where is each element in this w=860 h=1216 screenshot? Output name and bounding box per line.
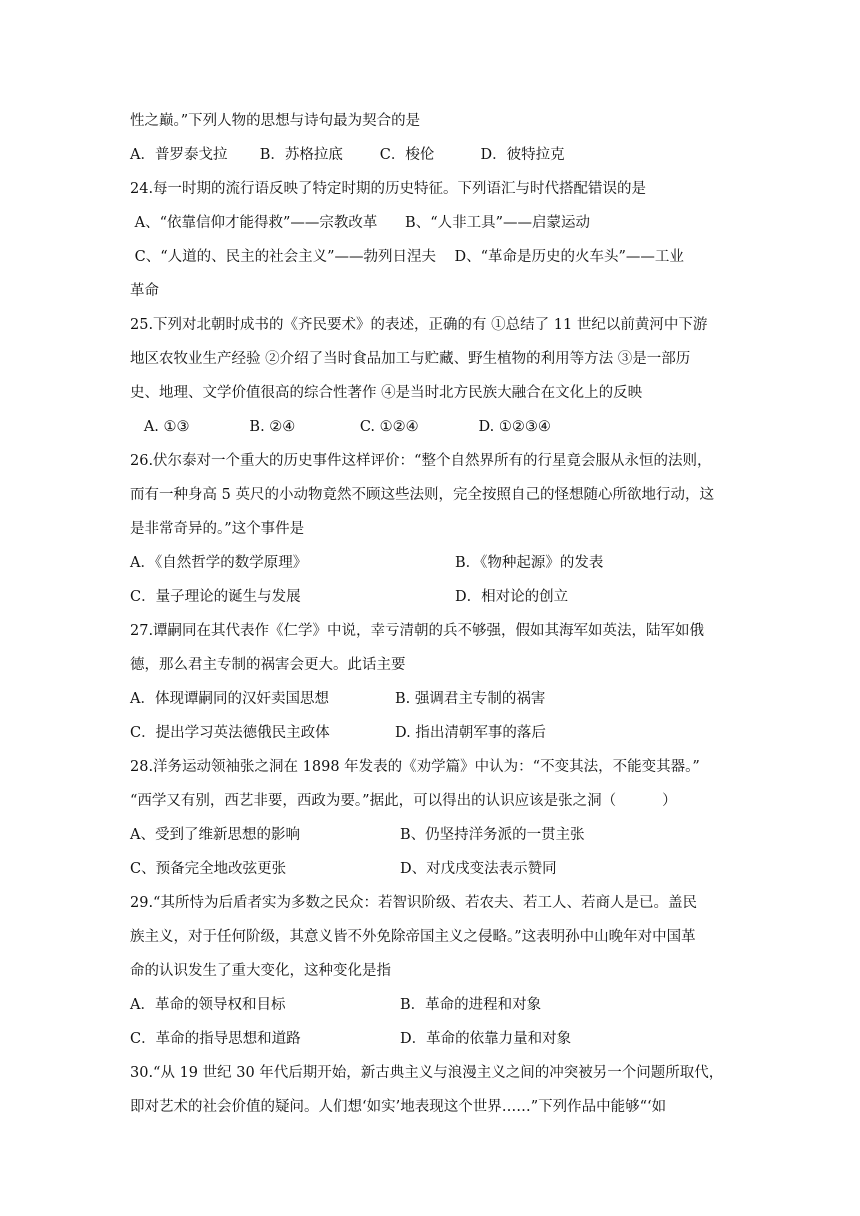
text-line: 性之巅。”下列人物的思想与诗句最为契合的是 [130,113,421,129]
text-line: 地区农牧业生产经验 ②介绍了当时食品加工与贮藏、野生植物的利用等方法 ③是一部历 [130,351,691,367]
option-b: B. 强调君主专制的祸害 [395,691,546,707]
text-line: 即对艺术的社会价值的疑问。人们想‘如实’地表现这个世界……”下列作品中能够“‘如 [130,1099,667,1115]
answer-options: A. ①③ B. ②④ C. ①②④ D. ①②③④ [130,419,551,435]
text-line: 史、地理、文学价值很高的综合性著作 ④是当时北方民族大融合在文化上的反映 [130,385,643,401]
option-d: D. 指出清朝军事的落后 [395,725,546,741]
option-d: D．相对论的创立 [455,589,569,605]
option-c: C．量子理论的诞生与发展 [130,589,301,605]
question-27-stem: 27.谭嗣同在其代表作《仁学》中说，幸亏清朝的兵不够强，假如其海军如英法，陆军如俄 [130,623,705,639]
option-a: A．体现谭嗣同的汉奸卖国思想 [130,691,329,707]
option-a: A．《自然哲学的数学原理》 [130,555,308,571]
text-line: 是非常奇异的。”这个事件是 [130,521,305,537]
option-b: B、仍坚持洋务派的一贯主张 [400,827,585,843]
option-c: C．革命的指导思想和道路 [130,1031,301,1047]
text-line: 德，那么君主专制的祸害会更大。此话主要 [130,657,406,673]
answer-options: A、“依靠信仰才能得救”——宗教改革 B、“人非工具”——启蒙运动 [130,215,591,231]
text-line: 命的认识发生了重大变化，这种变化是指 [130,963,391,979]
text-line: 族主义，对于任何阶级，其意义皆不外免除帝国主义之侵略。”这表明孙中山晚年对中国革 [130,929,696,945]
option-a: A、受到了维新思想的影响 [130,827,300,843]
option-a: A．革命的领导权和目标 [130,997,286,1013]
text-line: “西学又有别，西艺非要，西政为要。”据此，可以得出的认识应该是张之洞（ ） [130,793,677,809]
option-d: D、对戊戌变法表示赞同 [400,861,557,877]
text-line: 而有一种身高 5 英尺的小动物竟然不顾这些法则，完全按照自己的怪想随心所欲地行动，这 [130,487,714,503]
option-c: C．提出学习英法德俄民主政体 [130,725,330,741]
question-25-stem: 25.下列对北朝时成书的《齐民要术》的表述，正确的有 ①总结了 11 世纪以前黄河中下游 [130,317,708,333]
question-28-stem: 28.洋务运动领袖张之洞在 1898 年发表的《劝学篇》中认为：“不变其法，不能变其器。” [130,759,700,775]
answer-options: A．普罗泰戈拉 B．苏格拉底 C．梭伦 D．彼特拉克 [130,147,565,163]
option-c: C、预备完全地改弦更张 [130,861,287,877]
answer-options: C、“人道的、民主的社会主义”——勃列日涅夫 D、“革命是历史的火车头”——工业 [130,249,684,265]
text-line: 革命 [130,283,159,299]
option-b: B．革命的进程和对象 [400,997,542,1013]
question-30-stem: 30.“从 19 世纪 30 年代后期开始，新古典主义与浪漫主义之间的冲突被另一个问题所取代， [130,1065,724,1081]
option-b: B．《物种起源》的发表 [455,555,604,571]
option-d: D．革命的依靠力量和对象 [400,1031,572,1047]
question-24-stem: 24.每一时期的流行语反映了特定时期的历史特征。下列语汇与时代搭配错误的是 [130,181,647,197]
question-26-stem: 26.伏尔泰对一个重大的历史事件这样评价：“整个自然界所有的行星竟会服从永恒的法则， [130,453,712,469]
question-29-stem: 29.“其所恃为后盾者实为多数之民众：若智识阶级、若农夫、若工人、若商人是已。盖民 [130,895,697,911]
